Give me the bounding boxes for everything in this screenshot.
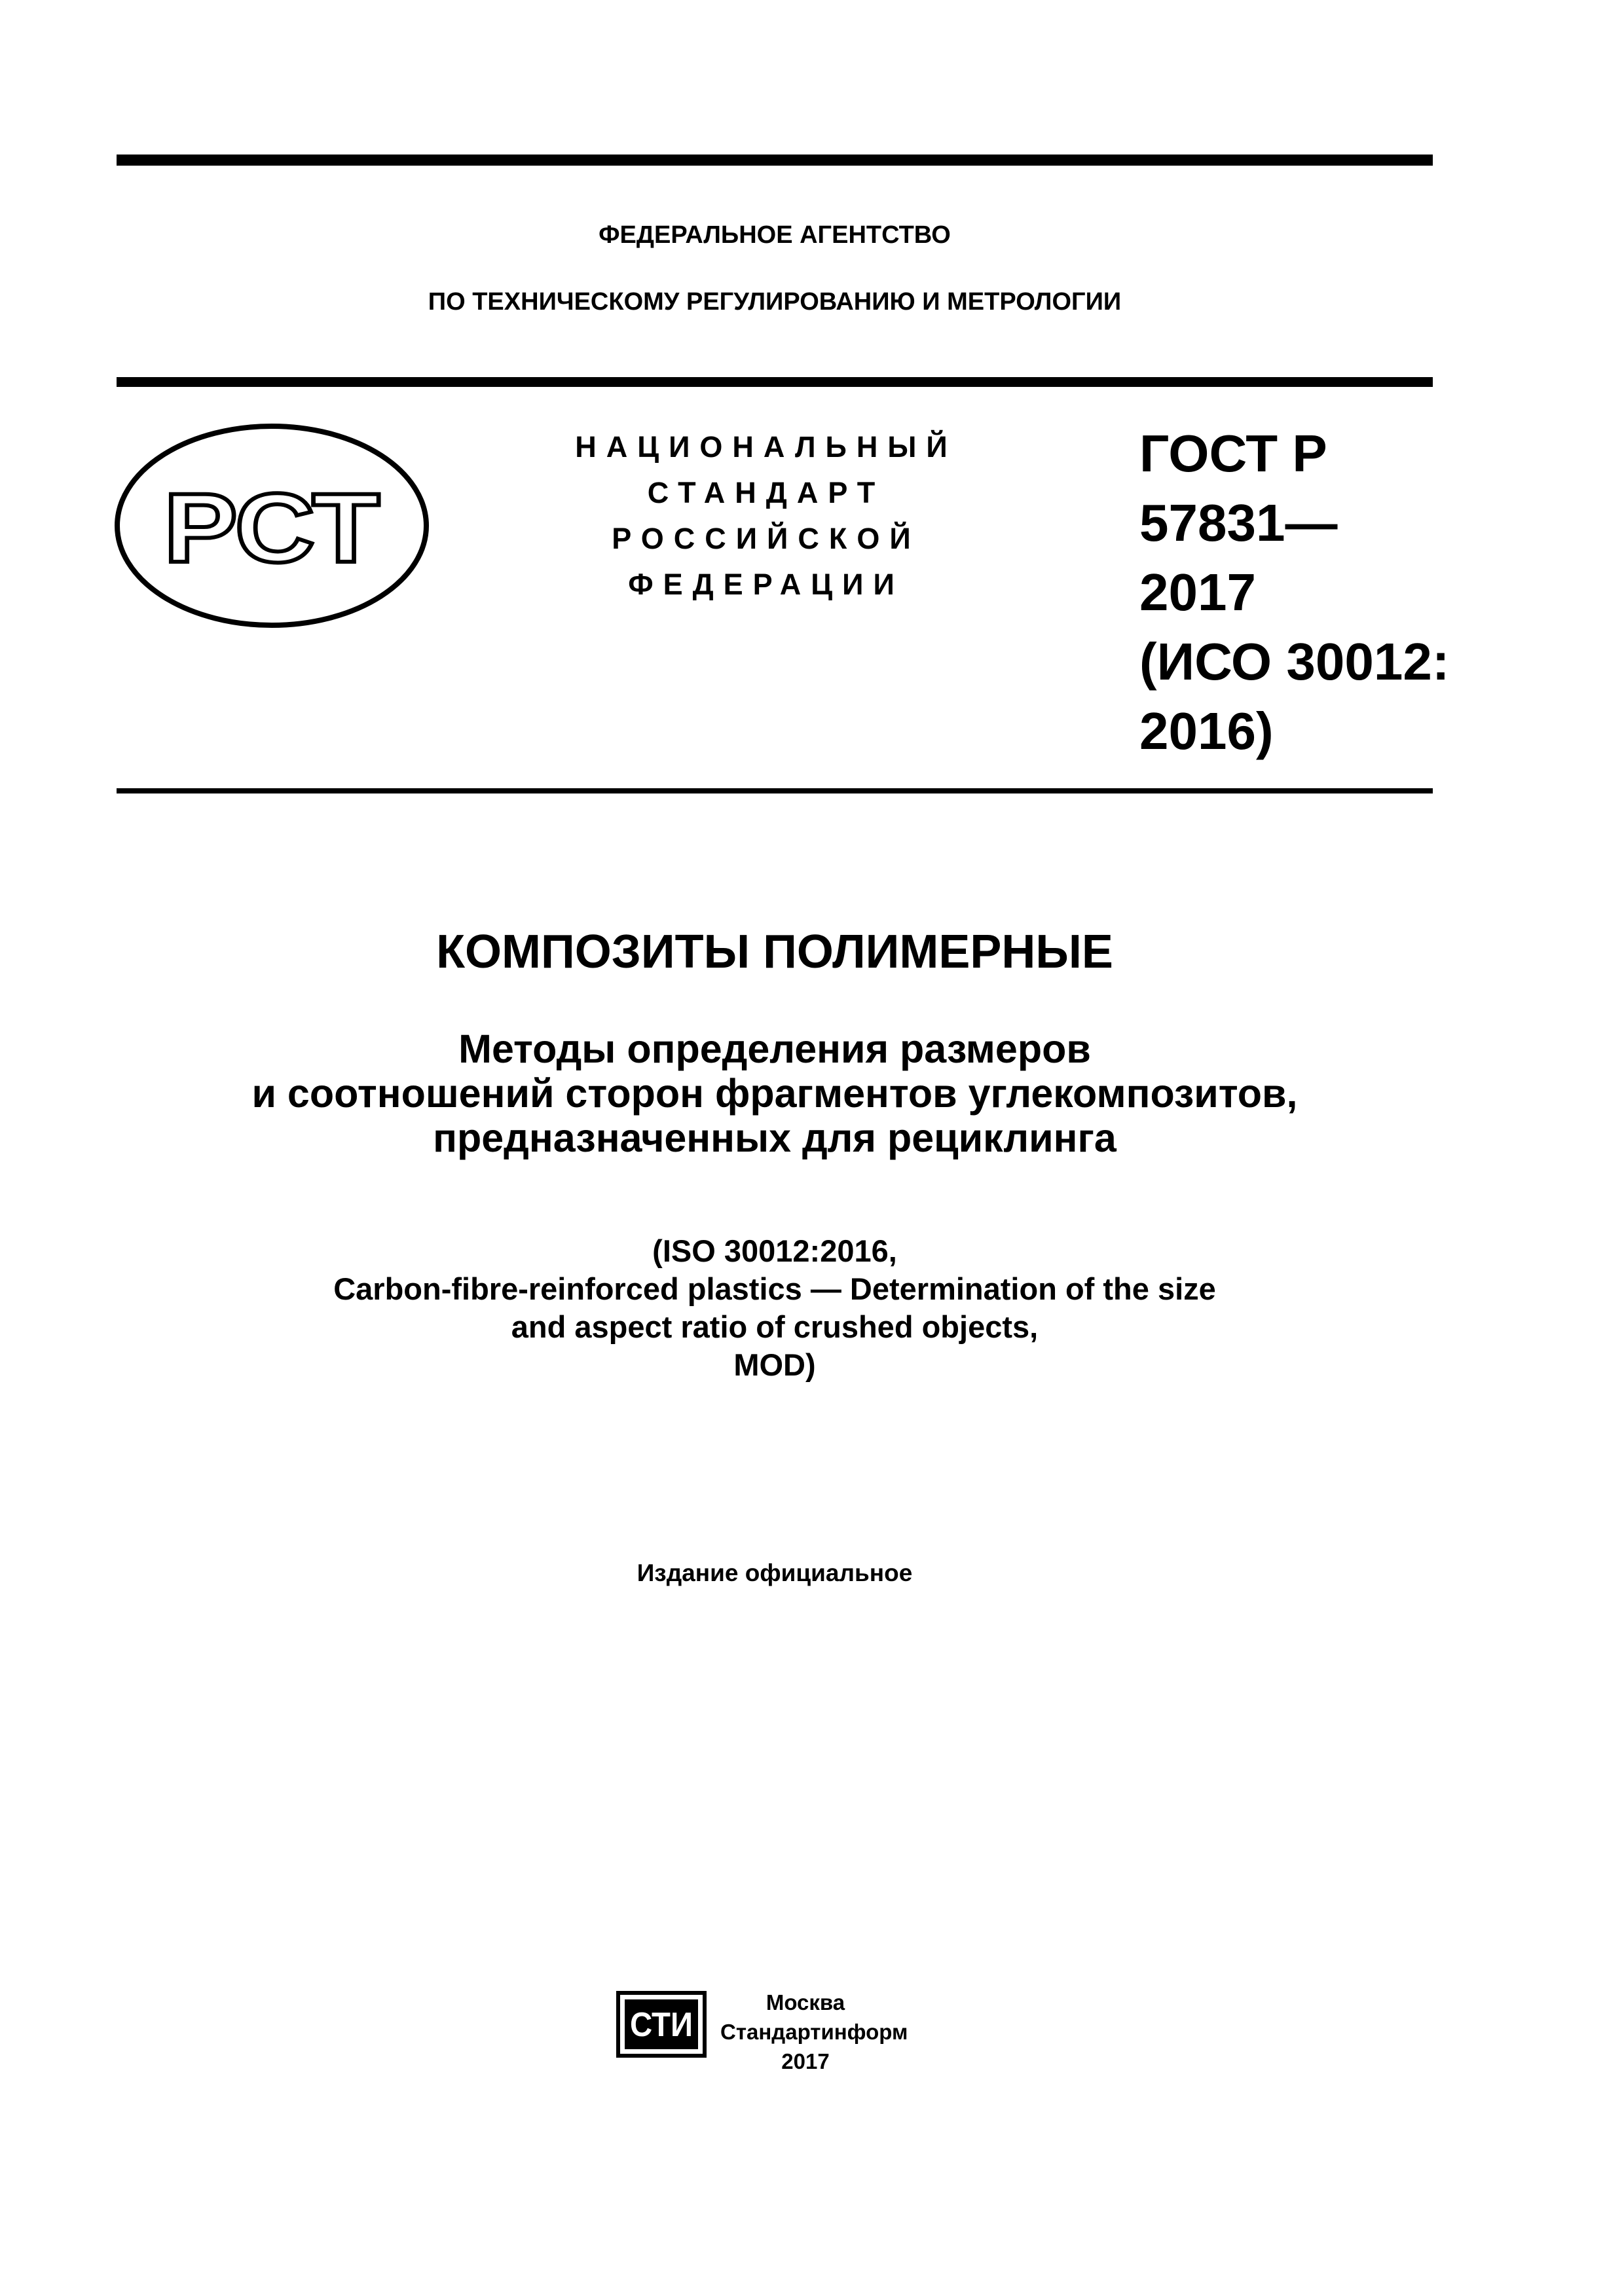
standartinform-logo-icon — [616, 1990, 707, 2058]
iso-line-1: (ISO 30012:2016, — [652, 1233, 897, 1268]
iso-line-2: Carbon-fibre-reinforced plastics — Determination of the size — [333, 1271, 1216, 1306]
middle-rule — [117, 377, 1433, 387]
designation-line-3: 2017 — [1139, 563, 1256, 621]
designation-line-2: 57831— — [1139, 494, 1338, 552]
bottom-rule — [117, 788, 1433, 793]
standard-designation — [1139, 419, 1450, 766]
iso-line-3: and aspect ratio of crushed objects, — [511, 1309, 1039, 1344]
designation-line-1: ГОСТ Р — [1139, 424, 1327, 483]
standartinform-logo-letters: СТИ — [630, 2006, 693, 2044]
publisher-block — [720, 1988, 908, 2076]
edition-label: Издание официальное — [637, 1559, 913, 1586]
publisher-city: Москва — [766, 1990, 845, 2014]
designation-line-5: 2016) — [1139, 702, 1274, 760]
document-subtitle — [117, 1027, 1433, 1160]
iso-reference — [117, 1232, 1433, 1384]
national-line-1: НАЦИОНАЛЬНЫЙ — [575, 430, 957, 464]
subtitle-line-1: Методы определения размеров — [458, 1027, 1091, 1071]
iso-line-4: MOD) — [733, 1347, 816, 1382]
national-line-2: СТАНДАРТ — [647, 476, 885, 509]
national-line-3: РОССИЙСКОЙ — [612, 522, 921, 555]
subtitle-line-3: предназначенных для рециклинга — [433, 1116, 1116, 1160]
rst-mark-letters: РСТ — [164, 473, 380, 583]
publisher-name: Стандартинформ — [720, 2020, 908, 2044]
top-rule — [117, 155, 1433, 166]
rst-mark-icon — [111, 421, 432, 630]
agency-line-1: ФЕДЕРАЛЬНОЕ АГЕНТСТВО — [599, 221, 951, 249]
subtitle-line-2: и соотношений сторон фрагментов углекомпозитов, — [251, 1071, 1298, 1116]
designation-line-4: (ИСО 30012: — [1139, 632, 1450, 691]
agency-line-2: ПО ТЕХНИЧЕСКОМУ РЕГУЛИРОВАНИЮ И МЕТРОЛОГИИ — [428, 288, 1122, 316]
national-standard-label — [544, 424, 989, 608]
document-title: КОМПОЗИТЫ ПОЛИМЕРНЫЕ — [436, 926, 1113, 978]
national-line-4: ФЕДЕРАЦИИ — [628, 568, 904, 601]
publisher-year: 2017 — [781, 2049, 830, 2073]
